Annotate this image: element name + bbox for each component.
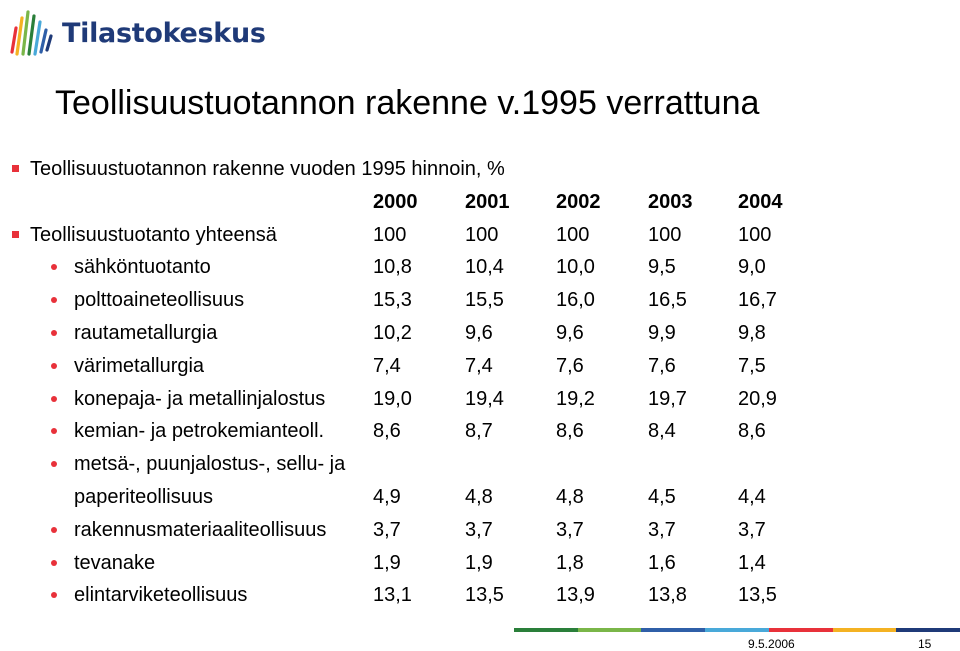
- table-cell: 10,4: [465, 256, 504, 279]
- table-cell: 8,6: [373, 420, 401, 443]
- table-row: [0, 252, 960, 282]
- footer-bar-segment: [769, 628, 833, 632]
- table-cell: 100: [465, 223, 499, 246]
- row-label: konepaja- ja metallinjalostus: [74, 387, 326, 410]
- table-cell: 16,5: [648, 289, 687, 312]
- table-cell: 100: [738, 223, 772, 246]
- page-number: 15: [918, 637, 932, 651]
- row-label: polttoaineteollisuus: [74, 289, 245, 312]
- table-cell: 8,4: [648, 420, 676, 443]
- table-cell: 10,0: [556, 256, 595, 279]
- table-row: [0, 351, 960, 381]
- subtitle-row: [0, 154, 960, 184]
- footer-color-bar: [514, 628, 960, 632]
- table-cell: 10,8: [373, 256, 412, 279]
- table-cell: 4,9: [373, 486, 401, 508]
- table-cell: 13,1: [373, 584, 412, 607]
- logo-mark-icon: [6, 8, 58, 58]
- year-header: 2000: [373, 190, 418, 213]
- logo-text: Tilastokeskus: [62, 18, 266, 49]
- table-cell: 7,4: [465, 354, 493, 377]
- table-cell: 20,9: [738, 387, 777, 410]
- table-cell: 100: [373, 223, 407, 246]
- table-cell: 1,6: [648, 551, 676, 574]
- table-cell: 9,9: [648, 322, 676, 344]
- table-cell: 16,7: [738, 289, 777, 312]
- table-cell: 8,6: [556, 420, 584, 443]
- table-cell: 19,7: [648, 387, 687, 410]
- round-bullet-icon: [51, 363, 57, 369]
- table-row: [0, 548, 960, 578]
- table-cell: 100: [556, 223, 590, 246]
- table-cell: 1,8: [556, 551, 584, 574]
- round-bullet-icon: [51, 264, 57, 270]
- row-label: värimetallurgia: [74, 354, 205, 377]
- row-label: Teollisuustuotanto yhteensä: [30, 223, 277, 246]
- table-cell: 9,0: [738, 256, 766, 279]
- table-cell: 19,4: [465, 387, 504, 410]
- table-cell: 13,9: [556, 584, 595, 607]
- table-row: [0, 580, 960, 610]
- tilastokeskus-logo: [6, 8, 266, 58]
- table-cell: 4,5: [648, 486, 676, 508]
- footer-bar-segment: [705, 628, 769, 632]
- year-header: 2004: [738, 190, 783, 213]
- table-row: [0, 318, 960, 348]
- table-row-continued: [0, 482, 960, 512]
- table-cell: 3,7: [373, 518, 401, 541]
- table-row: [0, 285, 960, 315]
- table-cell: 1,9: [465, 551, 493, 574]
- table-cell: 7,6: [648, 354, 676, 377]
- round-bullet-icon: [51, 330, 57, 336]
- table-cell: 3,7: [738, 518, 766, 541]
- table-cell: 4,8: [465, 486, 493, 508]
- row-label: metsä-, puunjalostus-, sellu- ja: [74, 453, 346, 476]
- table-row: [0, 515, 960, 545]
- table-cell: 15,3: [373, 289, 412, 312]
- table-cell: 1,9: [373, 551, 401, 574]
- round-bullet-icon: [51, 560, 57, 566]
- table-row: [0, 449, 960, 479]
- table-cell: 7,5: [738, 354, 766, 377]
- table-cell: 10,2: [373, 322, 412, 344]
- round-bullet-icon: [51, 428, 57, 434]
- footer-date: 9.5.2006: [748, 637, 795, 651]
- year-header: 2002: [556, 190, 601, 213]
- round-bullet-icon: [51, 396, 57, 402]
- table-cell: 13,8: [648, 584, 687, 607]
- page-title: Teollisuustuotannon rakenne v.1995 verrattuna: [55, 84, 760, 122]
- table-cell: 1,4: [738, 551, 766, 574]
- round-bullet-icon: [51, 592, 57, 598]
- table-cell: 9,5: [648, 256, 676, 279]
- table-cell: 100: [648, 223, 682, 246]
- table-cell: 13,5: [465, 584, 504, 607]
- row-label: rautametallurgia: [74, 322, 218, 344]
- row-label: kemian- ja petrokemianteoll.: [74, 420, 325, 443]
- square-bullet-icon: [12, 231, 19, 238]
- table-cell: 4,4: [738, 486, 766, 508]
- table-cell: 3,7: [465, 518, 493, 541]
- square-bullet-icon: [12, 165, 19, 172]
- table-cell: 9,6: [465, 322, 493, 344]
- table-cell: 9,8: [738, 322, 766, 344]
- table-cell: 8,7: [465, 420, 493, 443]
- table-row: [0, 416, 960, 446]
- footer-bar-segment: [641, 628, 705, 632]
- table-cell: 16,0: [556, 289, 595, 312]
- table-cell: 4,8: [556, 486, 584, 508]
- table-cell: 8,6: [738, 420, 766, 443]
- footer-bar-segment: [514, 628, 578, 632]
- round-bullet-icon: [51, 297, 57, 303]
- row-label: paperiteollisuus: [74, 486, 213, 508]
- row-label: sähköntuotanto: [74, 256, 211, 279]
- header-row: [0, 187, 960, 217]
- footer-bar-segment: [896, 628, 960, 632]
- row-label: elintarviketeollisuus: [74, 584, 248, 607]
- table-cell: 9,6: [556, 322, 584, 344]
- total-row: [0, 220, 960, 250]
- year-header: 2003: [648, 190, 693, 213]
- footer-bar-segment: [833, 628, 897, 632]
- table-cell: 13,5: [738, 584, 777, 607]
- year-header: 2001: [465, 190, 510, 213]
- table-cell: 3,7: [648, 518, 676, 541]
- table-cell: 7,6: [556, 354, 584, 377]
- table-row: [0, 384, 960, 414]
- row-label: rakennusmateriaaliteollisuus: [74, 518, 327, 541]
- table-cell: 15,5: [465, 289, 504, 312]
- table-cell: 3,7: [556, 518, 584, 541]
- table-cell: 19,0: [373, 387, 412, 410]
- table-cell: 7,4: [373, 354, 401, 377]
- row-label: Teollisuustuotannon rakenne vuoden 1995 hinnoin, %: [30, 158, 505, 180]
- row-label: tevanake: [74, 551, 156, 574]
- footer-bar-segment: [578, 628, 642, 632]
- round-bullet-icon: [51, 461, 57, 467]
- round-bullet-icon: [51, 527, 57, 533]
- table-cell: 19,2: [556, 387, 595, 410]
